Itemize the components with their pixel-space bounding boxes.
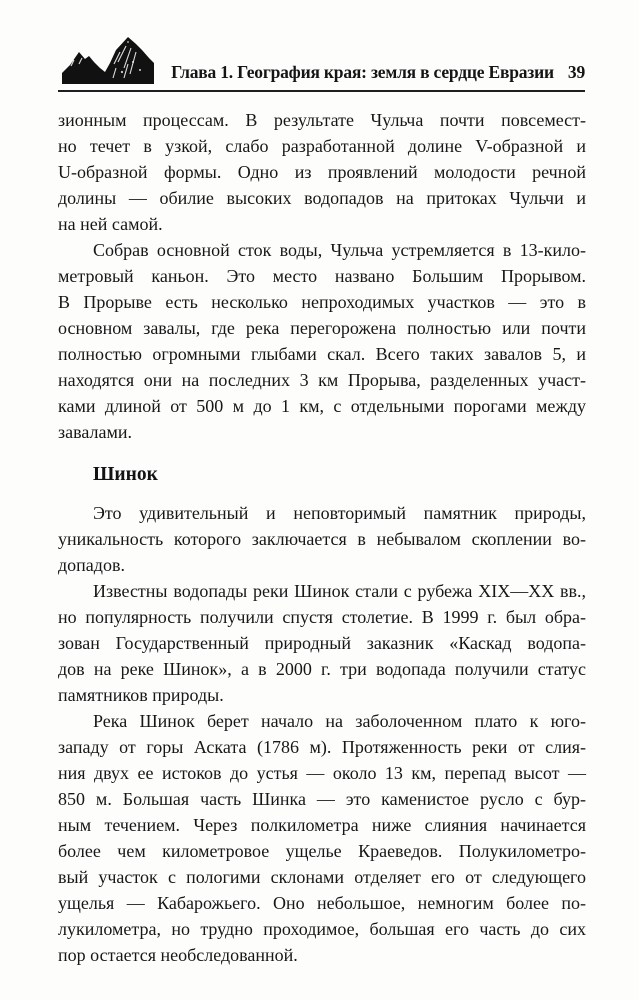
text-line: уникальность которого заключается в небывалом скоплении во- (58, 529, 586, 549)
text-line: вый участок с пологими склонами отделяет его от следующего (58, 867, 586, 887)
mountains-icon (58, 34, 158, 88)
text-line: Известны водопады реки Шинок стали с рубежа XIX—XX вв., (93, 581, 586, 601)
text-line: ками длиной от 500 м до 1 км, с отдельными порогами между (58, 396, 586, 416)
text-line: на ней самой. (58, 214, 163, 234)
heading-text: Шинок (93, 464, 158, 485)
text-line: зионным процессам. В результате Чульча почти повсемест- (58, 110, 586, 130)
section-heading (93, 462, 586, 488)
chapter-title: Глава 1. География края: земля в сердце Евразии (171, 62, 554, 82)
paragraph (58, 708, 586, 968)
text-line: 850 м. Большая часть Шинка — это каменистое русло с бур- (58, 789, 586, 809)
text-line: зован Государственный природный заказник «Каскад водопа- (58, 633, 586, 653)
page-number: 39 (567, 62, 585, 82)
text-line: ным течением. Через полкилометра ниже слияния начинается (58, 815, 586, 835)
paragraph (58, 500, 586, 578)
text-line: но течет в узкой, слабо разработанной долине V-образной и (58, 136, 586, 156)
page-body (58, 107, 586, 968)
text-line: допадов. (58, 555, 125, 575)
paragraph (58, 237, 586, 445)
text-line: завалами. (58, 422, 133, 442)
text-line: Река Шинок берет начало на заболоченном плато к юго- (93, 711, 586, 731)
text-line: Это удивительный и неповторимый памятник природы, (93, 503, 586, 523)
text-line: долины — обилие высоких водопадов на притоках Чульчи и (58, 188, 586, 208)
text-line: В Прорыве есть несколько непроходимых участков — это в (58, 292, 586, 312)
text-line: дов на реке Шинок», а в 2000 г. три водопада получили статус (58, 659, 586, 679)
text-line: западу от горы Аската (1786 м). Протяженность реки от слия- (58, 737, 586, 757)
text-line: находятся они на последних 3 км Прорыва, разделенных участ- (58, 370, 586, 390)
text-line: Собрав основной сток воды, Чульча устремляется в 13-кило- (93, 240, 586, 260)
text-line: ущелья — Кабарожьего. Оно небольшое, немногим более по- (58, 893, 586, 913)
text-line: ния двух ее истоков до устья — около 13 км, перепад высот — (58, 763, 586, 783)
page-header (58, 34, 585, 88)
text-line: полностью огромными глыбами скал. Всего таких завалов 5, и (58, 344, 586, 364)
text-line: основном завалы, где река перегорожена полностью или почти (58, 318, 586, 338)
text-line: пор остается необследованной. (58, 945, 298, 965)
text-line: но популярность получили спустя столетие. В 1999 г. был обра- (58, 607, 586, 627)
text-line: метровый каньон. Это место названо Большим Прорывом. (58, 266, 586, 286)
paragraph (58, 107, 586, 237)
text-line: U-образной формы. Одно из проявлений молодости речной (58, 162, 586, 182)
text-line: более чем километровое ущелье Краеведов. Полукилометро- (58, 841, 586, 861)
text-line: памятников природы. (58, 685, 224, 705)
paragraph (58, 578, 586, 708)
text-line: лукилометра, но трудно проходимое, большая его часть до сих (58, 919, 586, 939)
running-head (158, 62, 585, 88)
header-rule (58, 90, 585, 92)
